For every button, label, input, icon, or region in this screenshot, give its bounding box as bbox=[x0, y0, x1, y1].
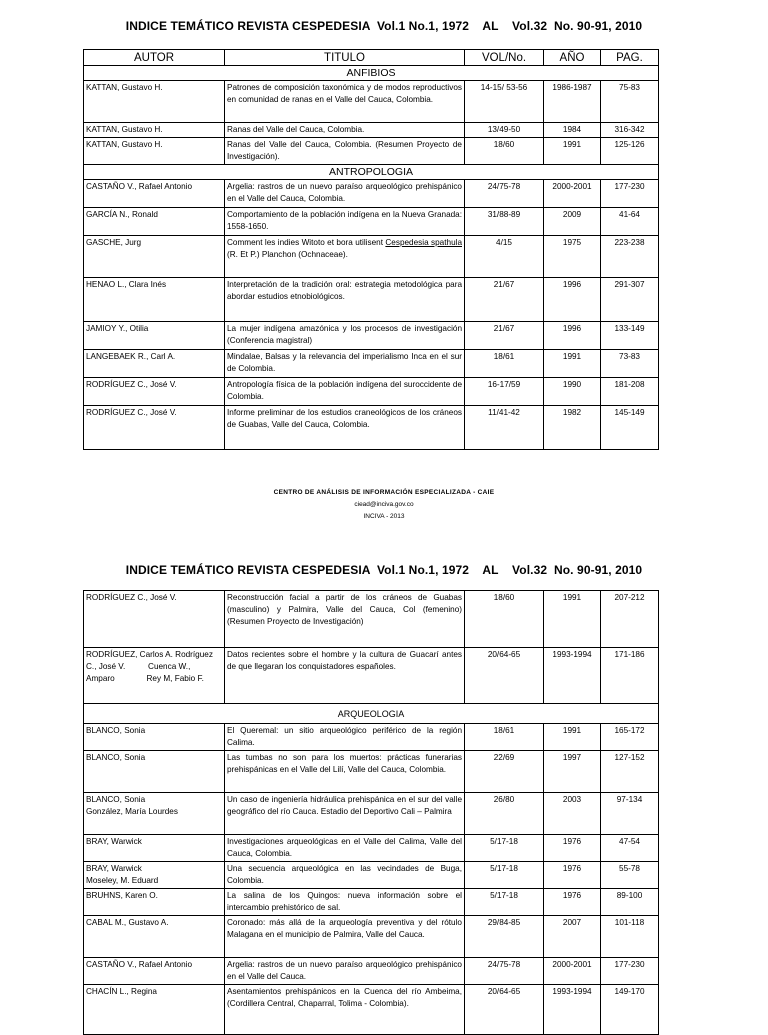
table-row bbox=[84, 889, 659, 916]
cell-autor: KATTAN, Gustavo H. bbox=[84, 123, 225, 138]
cell-titulo: Informe preliminar de los estudios craneológicos de los cráneos de Guabas, Valle del Cauca, Colombia. bbox=[225, 406, 465, 450]
table-row bbox=[84, 322, 659, 350]
titulo-text: Comment les indies Witoto et bora utilisent bbox=[227, 238, 386, 247]
cell-ano: 1990 bbox=[544, 378, 601, 406]
cell-vol: 26/80 bbox=[465, 793, 544, 835]
cell-vol: 29/84-85 bbox=[465, 916, 544, 958]
header-ano: AÑO bbox=[544, 50, 601, 66]
cell-titulo: Argelia: rastros de un nuevo paraíso arqueológico prehispánico en el Valle del Cauca, Colombia. bbox=[225, 180, 465, 208]
cell-pag: 181-208 bbox=[601, 378, 659, 406]
cell-pag: 171-186 bbox=[601, 648, 659, 704]
cell-autor: JAMIOY Y., Otilia bbox=[84, 322, 225, 350]
cell-pag: 316-342 bbox=[601, 123, 659, 138]
cell-ano: 1975 bbox=[544, 236, 601, 278]
cell-vol: 4/15 bbox=[465, 236, 544, 278]
cell-autor: BLANCO, Sonia bbox=[84, 751, 225, 793]
header-vol: VOL/No. bbox=[465, 50, 544, 66]
cell-vol: 31/88-89 bbox=[465, 208, 544, 236]
autor-line: C., José V. Cuenca W., bbox=[86, 662, 191, 671]
cell-pag: 125-126 bbox=[601, 138, 659, 165]
cell-vol: 16-17/59 bbox=[465, 378, 544, 406]
autor-line: BRAY, Warwick bbox=[86, 864, 142, 873]
cell-vol: 24/75-78 bbox=[465, 180, 544, 208]
cell-ano: 1982 bbox=[544, 406, 601, 450]
cell-titulo: Antropología física de la población indígena del suroccidente de Colombia. bbox=[225, 378, 465, 406]
table-row bbox=[84, 236, 659, 278]
cell-ano: 1993-1994 bbox=[544, 648, 601, 704]
footer-credit: INCIVA - 2013 bbox=[363, 513, 405, 520]
cell-autor: BRAY, Warwick bbox=[84, 835, 225, 862]
cell-vol: 18/61 bbox=[465, 350, 544, 378]
footer bbox=[0, 487, 768, 523]
footer-email: ciead@inciva.gov.co bbox=[354, 501, 414, 508]
cell-titulo: Ranas del Valle del Cauca, Colombia. (Resumen Proyecto de Investigación). bbox=[225, 138, 465, 165]
table-row bbox=[84, 724, 659, 751]
cell-ano: 2003 bbox=[544, 793, 601, 835]
cell-vol: 5/17-18 bbox=[465, 862, 544, 889]
cell-ano: 1996 bbox=[544, 322, 601, 350]
section-row bbox=[84, 66, 659, 81]
cell-autor: HENAO L., Clara Inés bbox=[84, 278, 225, 322]
cell-pag: 89-100 bbox=[601, 889, 659, 916]
header-titulo: TITULO bbox=[225, 50, 465, 66]
cell-titulo: Un caso de ingeniería hidráulica prehispánica en el sur del valle geográfico del río Cauca. Estadio del Deportivo Cali – Palmira bbox=[225, 793, 465, 835]
cell-titulo: Asentamientos prehispánicos en la Cuenca del río Ambeima, (Cordillera Central, Chaparral, Tolima - Colombia). bbox=[225, 985, 465, 1035]
section-anfibios: ANFIBIOS bbox=[84, 66, 659, 81]
page1-title: INDICE TEMÁTICO REVISTA CESPEDESIA Vol.1 No.1, 1972 AL Vol.32 No. 90-91, 2010 bbox=[125, 19, 643, 33]
cell-autor: RODRÍGUEZ C., José V. bbox=[84, 591, 225, 648]
cell-pag: 207-212 bbox=[601, 591, 659, 648]
cell-pag: 75-83 bbox=[601, 81, 659, 123]
autor-line: González, María Lourdes bbox=[86, 807, 178, 816]
cell-autor: CASTAÑO V., Rafael Antonio bbox=[84, 180, 225, 208]
cell-vol: 13/49-50 bbox=[465, 123, 544, 138]
cell-vol: 18/61 bbox=[465, 724, 544, 751]
cell-autor: KATTAN, Gustavo H. bbox=[84, 138, 225, 165]
cell-titulo: Las tumbas no son para los muertos: prácticas funerarias prehispánicas en el Valle del Lilí, Valle del Cauca, Colombia. bbox=[225, 751, 465, 793]
cell-pag: 149-170 bbox=[601, 985, 659, 1035]
table-row bbox=[84, 648, 659, 704]
cell-autor: CASTAÑO V., Rafael Antonio bbox=[84, 958, 225, 985]
cell-autor: CABAL M., Gustavo A. bbox=[84, 916, 225, 958]
cell-vol: 24/75-78 bbox=[465, 958, 544, 985]
cell-ano: 1976 bbox=[544, 862, 601, 889]
cell-autor: BLANCO, Sonia bbox=[84, 724, 225, 751]
section-arqueologia: ARQUEOLOGIA bbox=[84, 704, 659, 724]
cell-ano: 1991 bbox=[544, 138, 601, 165]
cell-vol: 20/64-65 bbox=[465, 985, 544, 1035]
cell-titulo: La salina de los Quingos: nueva información sobre el intercambio prehistórico de sal. bbox=[225, 889, 465, 916]
cell-pag: 73-83 bbox=[601, 350, 659, 378]
table-row bbox=[84, 985, 659, 1035]
cell-autor bbox=[84, 862, 225, 889]
table-row bbox=[84, 378, 659, 406]
cell-titulo bbox=[225, 236, 465, 278]
cell-ano: 1976 bbox=[544, 835, 601, 862]
cell-titulo: Interpretación de la tradición oral: estrategia metodológica para abordar estudios etnobiológicos. bbox=[225, 278, 465, 322]
cell-vol: 21/67 bbox=[465, 322, 544, 350]
cell-vol: 20/64-65 bbox=[465, 648, 544, 704]
cell-titulo: Coronado: más allá de la arqueología preventiva y del rótulo Malagana en el municipio de Palmira, Valle del Cauca. bbox=[225, 916, 465, 958]
cell-pag: 97-134 bbox=[601, 793, 659, 835]
cell-titulo: La mujer indígena amazónica y los procesos de investigación (Conferencia magistral) bbox=[225, 322, 465, 350]
titulo-text-post: (R. Et P.) Planchon (Ochnaceae). bbox=[227, 250, 348, 259]
cell-pag: 101-118 bbox=[601, 916, 659, 958]
cell-ano: 2009 bbox=[544, 208, 601, 236]
cell-pag: 133-149 bbox=[601, 322, 659, 350]
cell-titulo: Datos recientes sobre el hombre y la cultura de Guacarí antes de que llegaran los conquistadores españoles. bbox=[225, 648, 465, 704]
index-table-page2 bbox=[83, 590, 659, 1035]
cell-vol: 11/41-42 bbox=[465, 406, 544, 450]
table-row bbox=[84, 862, 659, 889]
table-row bbox=[84, 208, 659, 236]
cell-titulo: El Queremal: un sitio arqueológico periférico de la región Calima. bbox=[225, 724, 465, 751]
cell-pag: 291-307 bbox=[601, 278, 659, 322]
cell-vol: 18/60 bbox=[465, 591, 544, 648]
autor-line: BLANCO, Sonia bbox=[86, 795, 146, 804]
cell-ano: 2000-2001 bbox=[544, 180, 601, 208]
cell-titulo: Una secuencia arqueológica en las vecindades de Buga, Colombia. bbox=[225, 862, 465, 889]
cell-ano: 1993-1994 bbox=[544, 985, 601, 1035]
cell-ano: 1991 bbox=[544, 591, 601, 648]
table-row bbox=[84, 591, 659, 648]
header-autor: AUTOR bbox=[84, 50, 225, 66]
section-row bbox=[84, 704, 659, 724]
cell-ano: 1997 bbox=[544, 751, 601, 793]
header-pag: PAG. bbox=[601, 50, 659, 66]
cell-titulo: Patrones de composición taxonómica y de modos reproductivos en comunidad de ranas en el Valle del Cauca, Colombia. bbox=[225, 81, 465, 123]
table-row bbox=[84, 751, 659, 793]
cell-vol: 18/60 bbox=[465, 138, 544, 165]
table-row bbox=[84, 81, 659, 123]
table-row bbox=[84, 123, 659, 138]
cell-titulo: Mindalae, Balsas y la relevancia del imperialismo Inca en el sur de Colombia. bbox=[225, 350, 465, 378]
cell-autor: RODRÍGUEZ C., José V. bbox=[84, 406, 225, 450]
autor-line: RODRÍGUEZ, Carlos A. Rodríguez bbox=[86, 650, 213, 659]
table-row bbox=[84, 406, 659, 450]
cell-ano: 1996 bbox=[544, 278, 601, 322]
cell-vol: 5/17-18 bbox=[465, 835, 544, 862]
cell-ano: 2000-2001 bbox=[544, 958, 601, 985]
cell-autor bbox=[84, 793, 225, 835]
cell-pag: 223-238 bbox=[601, 236, 659, 278]
cell-autor: CHACÍN L., Regina bbox=[84, 985, 225, 1035]
cell-titulo: Reconstrucción facial a partir de los cráneos de Guabas (masculino) y Palmira, Valle del Cauca, Col (femenino) (Resumen Proyecto de Investigación) bbox=[225, 591, 465, 648]
cell-vol: 21/67 bbox=[465, 278, 544, 322]
table-row bbox=[84, 350, 659, 378]
cell-titulo: Investigaciones arqueológicas en el Valle del Calima, Valle del Cauca, Colombia. bbox=[225, 835, 465, 862]
cell-ano: 1986-1987 bbox=[544, 81, 601, 123]
cell-ano: 1991 bbox=[544, 350, 601, 378]
cell-vol: 5/17-18 bbox=[465, 889, 544, 916]
table-row bbox=[84, 835, 659, 862]
titulo-species: Cespedesia spathula bbox=[385, 238, 462, 247]
cell-pag: 47-54 bbox=[601, 835, 659, 862]
cell-autor: GARCÍA N., Ronald bbox=[84, 208, 225, 236]
cell-titulo: Argelia: rastros de un nuevo paraíso arqueológico prehispánico en el Valle del Cauca. bbox=[225, 958, 465, 985]
table-row bbox=[84, 958, 659, 985]
cell-vol: 22/69 bbox=[465, 751, 544, 793]
section-antropologia: ANTROPOLOGIA bbox=[84, 165, 659, 180]
cell-ano: 1984 bbox=[544, 123, 601, 138]
cell-titulo: Ranas del Valle del Cauca, Colombia. bbox=[225, 123, 465, 138]
cell-autor: BRUHNS, Karen O. bbox=[84, 889, 225, 916]
cell-ano: 2007 bbox=[544, 916, 601, 958]
cell-pag: 177-230 bbox=[601, 180, 659, 208]
cell-autor: GASCHE, Jurg bbox=[84, 236, 225, 278]
cell-pag: 165-172 bbox=[601, 724, 659, 751]
footer-org: CENTRO DE ANÁLISIS DE INFORMACIÓN ESPECIALIZADA - CAIE bbox=[273, 489, 495, 496]
cell-pag: 177-230 bbox=[601, 958, 659, 985]
cell-ano: 1991 bbox=[544, 724, 601, 751]
table-row bbox=[84, 278, 659, 322]
cell-vol: 14-15/ 53-56 bbox=[465, 81, 544, 123]
table-row bbox=[84, 138, 659, 165]
table-row bbox=[84, 916, 659, 958]
section-row bbox=[84, 165, 659, 180]
autor-line: Amparo Rey M, Fabio F. bbox=[86, 674, 204, 683]
table-header-row bbox=[84, 50, 659, 66]
table-row bbox=[84, 180, 659, 208]
cell-pag: 127-152 bbox=[601, 751, 659, 793]
page2-title: INDICE TEMÁTICO REVISTA CESPEDESIA Vol.1 No.1, 1972 AL Vol.32 No. 90-91, 2010 bbox=[125, 563, 643, 577]
cell-pag: 41-64 bbox=[601, 208, 659, 236]
cell-autor bbox=[84, 648, 225, 704]
cell-ano: 1976 bbox=[544, 889, 601, 916]
cell-pag: 145-149 bbox=[601, 406, 659, 450]
cell-autor: RODRÍGUEZ C., José V. bbox=[84, 378, 225, 406]
cell-autor: LANGEBAEK R., Carl A. bbox=[84, 350, 225, 378]
index-table-page1 bbox=[83, 49, 659, 450]
table-row bbox=[84, 793, 659, 835]
autor-line: Moseley, M. Eduard bbox=[86, 876, 159, 885]
cell-autor: KATTAN, Gustavo H. bbox=[84, 81, 225, 123]
cell-titulo: Comportamiento de la población indígena en la Nueva Granada: 1558-1650. bbox=[225, 208, 465, 236]
cell-pag: 55-78 bbox=[601, 862, 659, 889]
